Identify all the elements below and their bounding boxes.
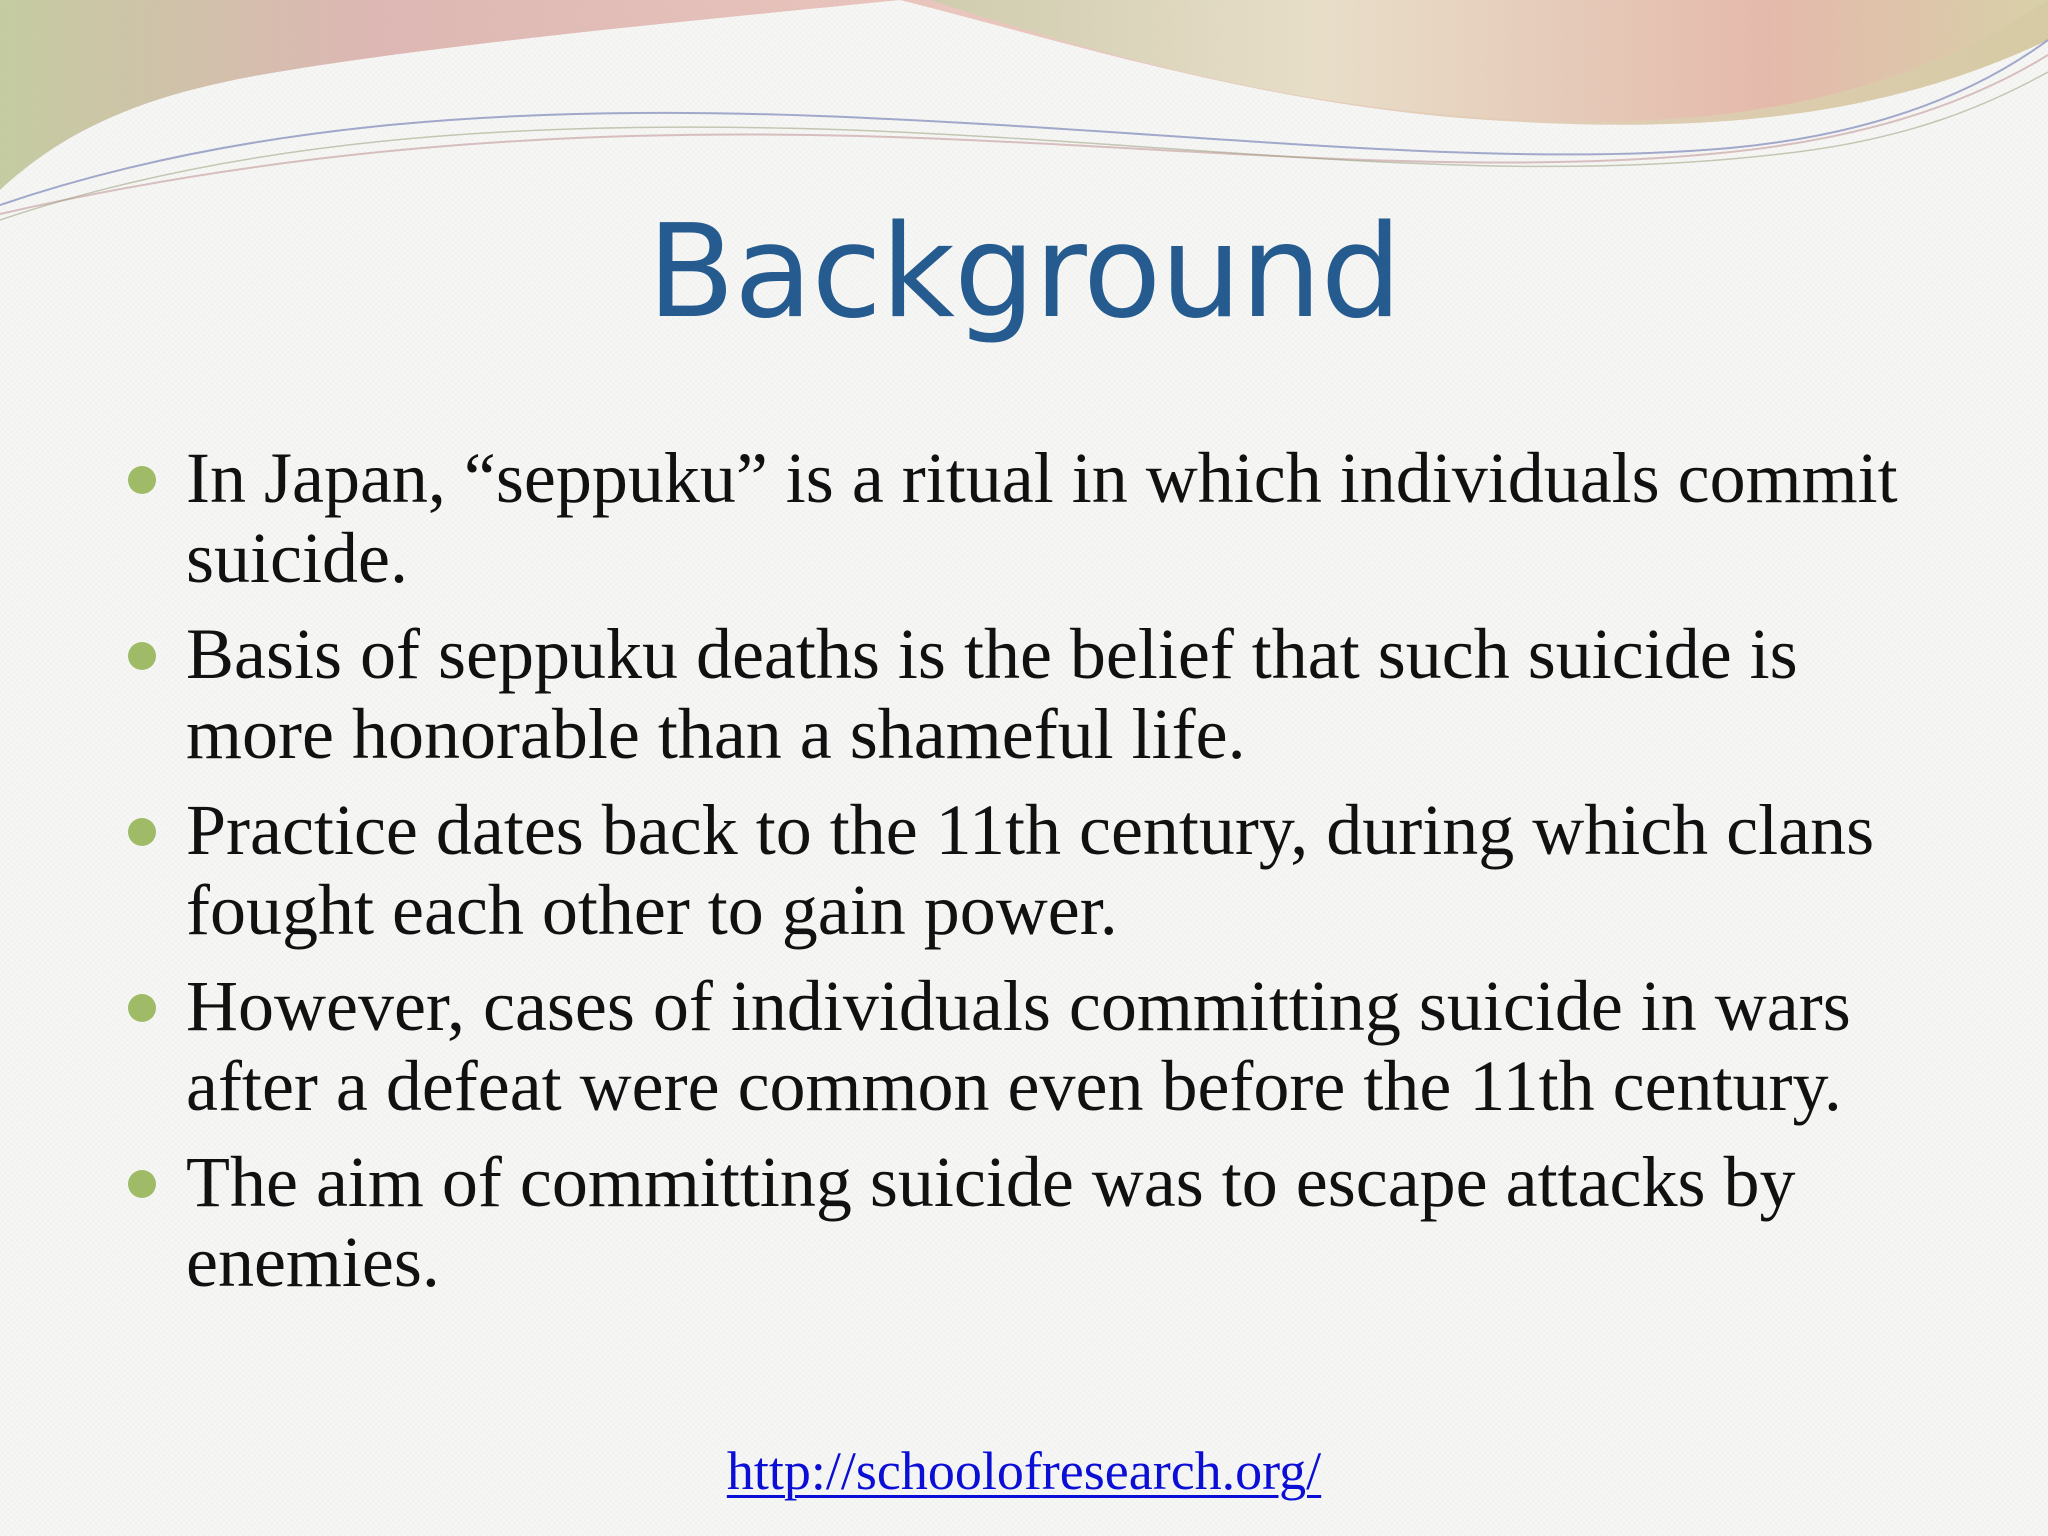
bullet-dot-icon: [128, 466, 156, 494]
bullet-dot-icon: [128, 642, 156, 670]
bullet-dot-icon: [128, 994, 156, 1022]
bullet-dot-icon: [128, 818, 156, 846]
bullet-item-1: [128, 438, 1908, 598]
bullet-item-2: [128, 614, 1908, 774]
bullet-list: [128, 438, 1908, 1318]
slide-title: Background: [647, 198, 1401, 347]
bullet-text-4: However, cases of individuals committing suicide in wars after a defeat were common even before the 11th century.: [186, 966, 1851, 1126]
bullet-item-4: [128, 966, 1908, 1126]
bullet-text-2: Basis of seppuku deaths is the belief that such suicide is more honorable than a shameful life.: [186, 614, 1798, 774]
bullet-dot-icon: [128, 1170, 156, 1198]
bullet-item-5: [128, 1142, 1908, 1302]
bullet-item-3: [128, 790, 1908, 950]
bullet-text-3: Practice dates back to the 11th century, during which clans fought each other to gain power.: [186, 790, 1875, 950]
bullet-text-1: In Japan, “seppuku” is a ritual in which individuals commit suicide.: [186, 438, 1898, 598]
header-wave-highlight: [930, 0, 2048, 121]
source-link[interactable]: http://schoolofresearch.org/: [726, 1441, 1322, 1501]
bullet-text-5: The aim of committing suicide was to escape attacks by enemies.: [186, 1142, 1796, 1302]
